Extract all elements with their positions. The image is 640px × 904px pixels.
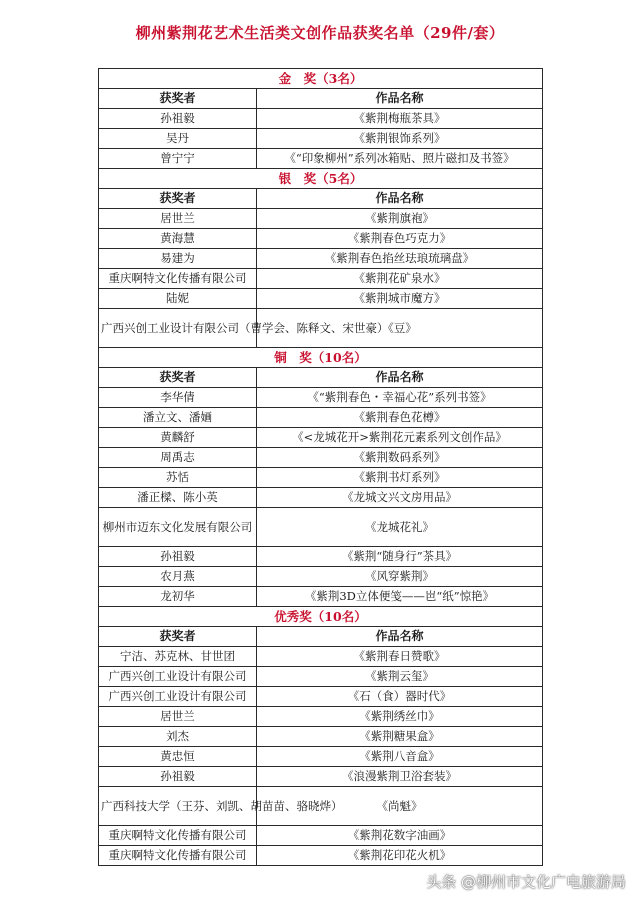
awards-table <box>98 68 543 866</box>
winner-header: 获奖者 <box>99 89 257 109</box>
winner-cell: 易建为 <box>99 249 257 269</box>
winner-cell: 潘立文、潘婳 <box>99 408 257 428</box>
winner-cell: 重庆啊特文化传播有限公司 <box>99 269 257 289</box>
header-row <box>99 189 543 209</box>
work-header: 作品名称 <box>257 368 543 388</box>
work-cell: 《紫荆花印花火机》 <box>257 846 543 866</box>
winner-cell: 广西兴创工业设计有限公司 <box>99 667 257 687</box>
section-title: 银 奖（5名） <box>99 169 543 189</box>
winner-cell: 农月燕 <box>99 567 257 587</box>
table-row <box>99 468 543 488</box>
table-row <box>99 647 543 667</box>
section-title: 优秀奖（10名） <box>99 607 543 627</box>
table-row <box>99 747 543 767</box>
work-cell: 《风穿紫荆》 <box>257 567 543 587</box>
table-row <box>99 667 543 687</box>
watermark: 头条 @柳州市文化广电旅游局 <box>426 873 626 891</box>
header-row <box>99 368 543 388</box>
work-cell: 《紫荆3D立体便笺——岜“纸”惊艳》 <box>257 587 543 607</box>
winner-cell: 孙祖毅 <box>99 547 257 567</box>
winner-cell: 重庆啊特文化传播有限公司 <box>99 826 257 846</box>
winner-cell: 柳州市迈东文化发展有限公司 <box>99 508 257 547</box>
winner-cell: 居世兰 <box>99 209 257 229</box>
section-row <box>99 169 543 189</box>
winner-cell: 孙祖毅 <box>99 767 257 787</box>
work-cell: 《紫荆春日赞歌》 <box>257 647 543 667</box>
table-row <box>99 826 543 846</box>
winner-cell: 黄忠恒 <box>99 747 257 767</box>
table-row <box>99 567 543 587</box>
work-cell: 《<龙城花开>紫荆花元素系列文创作品》 <box>257 428 543 448</box>
winner-cell: 广西兴创工业设计有限公司（曹学会、陈释文、宋世豪） <box>99 309 257 348</box>
work-header: 作品名称 <box>257 627 543 647</box>
winner-cell: 宁洁、苏克林、甘世团 <box>99 647 257 667</box>
winner-cell: 刘杰 <box>99 727 257 747</box>
winner-header: 获奖者 <box>99 627 257 647</box>
winner-cell: 龙初华 <box>99 587 257 607</box>
table-row <box>99 428 543 448</box>
work-cell: 《龙城花礼》 <box>257 508 543 547</box>
section-title: 金 奖（3名） <box>99 69 543 89</box>
work-cell: 《紫荆书灯系列》 <box>257 468 543 488</box>
section-row <box>99 607 543 627</box>
winner-cell: 曾宁宁 <box>99 149 257 169</box>
winner-cell: 潘正樑、陈小英 <box>99 488 257 508</box>
work-cell: 《紫荆旗袍》 <box>257 209 543 229</box>
work-cell: 《“印象柳州”系列冰箱贴、照片磁扣及书签》 <box>257 149 543 169</box>
work-cell: 《紫荆“随身行”茶具》 <box>257 547 543 567</box>
work-cell: 《紫荆糖果盒》 <box>257 727 543 747</box>
work-cell: 《紫荆花数字油画》 <box>257 826 543 846</box>
work-cell: 《龙城文兴文房用品》 <box>257 488 543 508</box>
table-row <box>99 846 543 866</box>
table-row <box>99 149 543 169</box>
work-cell: 《豆》 <box>257 309 543 348</box>
winner-cell: 苏恬 <box>99 468 257 488</box>
table-row <box>99 229 543 249</box>
work-cell: 《紫荆春色掐丝珐琅琉璃盘》 <box>257 249 543 269</box>
winner-cell: 黄海慧 <box>99 229 257 249</box>
winner-header: 获奖者 <box>99 368 257 388</box>
table-row <box>99 587 543 607</box>
table-row <box>99 547 543 567</box>
work-cell: 《紫荆绣丝巾》 <box>257 707 543 727</box>
table-row <box>99 727 543 747</box>
section-row <box>99 348 543 368</box>
work-header: 作品名称 <box>257 89 543 109</box>
table-row <box>99 209 543 229</box>
work-cell: 《紫荆银饰系列》 <box>257 129 543 149</box>
work-cell: 《尚魁》 <box>257 787 543 826</box>
winner-cell: 吴丹 <box>99 129 257 149</box>
page-title: 柳州紫荆花艺术生活类文创作品获奖名单（29件/套） <box>135 24 505 42</box>
work-cell: 《浪漫紫荆卫浴套装》 <box>257 767 543 787</box>
table-row <box>99 707 543 727</box>
winner-cell: 广西科技大学（王芬、刘凯、胡苗苗、骆晓烨） <box>99 787 257 826</box>
section-title: 铜 奖（10名） <box>99 348 543 368</box>
table-row <box>99 767 543 787</box>
table-row <box>99 508 543 547</box>
work-cell: 《紫荆云玺》 <box>257 667 543 687</box>
header-row <box>99 89 543 109</box>
work-cell: 《紫荆城市魔方》 <box>257 289 543 309</box>
awards-table-body <box>99 69 543 866</box>
table-row <box>99 488 543 508</box>
winner-cell: 黄麟舒 <box>99 428 257 448</box>
table-row <box>99 787 543 826</box>
table-row <box>99 269 543 289</box>
work-cell: 《紫荆八音盒》 <box>257 747 543 767</box>
table-row <box>99 289 543 309</box>
table-row <box>99 408 543 428</box>
table-row <box>99 109 543 129</box>
work-cell: 《紫荆春色巧克力》 <box>257 229 543 249</box>
section-row <box>99 69 543 89</box>
winner-cell: 居世兰 <box>99 707 257 727</box>
work-cell: 《“紫荆春色・幸福心花”系列书签》 <box>257 388 543 408</box>
table-row <box>99 687 543 707</box>
work-cell: 《紫荆春色花樽》 <box>257 408 543 428</box>
table-row <box>99 448 543 468</box>
work-cell: 《紫荆梅瓶茶具》 <box>257 109 543 129</box>
winner-cell: 孙祖毅 <box>99 109 257 129</box>
winner-cell: 李华倩 <box>99 388 257 408</box>
work-cell: 《紫荆数码系列》 <box>257 448 543 468</box>
work-header: 作品名称 <box>257 189 543 209</box>
header-row <box>99 627 543 647</box>
winner-cell: 广西兴创工业设计有限公司 <box>99 687 257 707</box>
winner-cell: 重庆啊特文化传播有限公司 <box>99 846 257 866</box>
winner-cell: 陆妮 <box>99 289 257 309</box>
work-cell: 《紫荆花矿泉水》 <box>257 269 543 289</box>
table-row <box>99 309 543 348</box>
winner-cell: 周禹志 <box>99 448 257 468</box>
table-row <box>99 129 543 149</box>
winner-header: 获奖者 <box>99 189 257 209</box>
table-row <box>99 388 543 408</box>
table-row <box>99 249 543 269</box>
work-cell: 《石（食）器时代》 <box>257 687 543 707</box>
